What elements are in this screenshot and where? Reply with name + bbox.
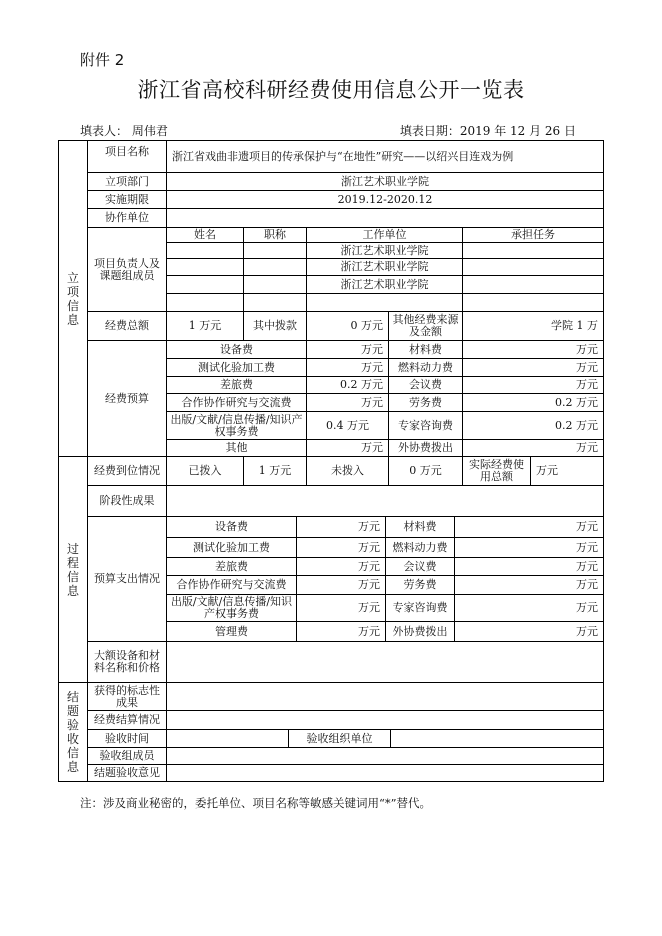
header-title: 职称 bbox=[244, 228, 307, 243]
member-name bbox=[167, 294, 244, 312]
spend-item: 测试化验加工费 bbox=[167, 538, 297, 558]
label-opinion: 结题验收意见 bbox=[88, 765, 167, 782]
spend-item: 差旅费 bbox=[167, 558, 297, 576]
budget-value: 万元 bbox=[307, 359, 389, 377]
budget-item: 其他 bbox=[167, 440, 307, 457]
budget-item: 测试化验加工费 bbox=[167, 359, 307, 377]
budget-item: 会议费 bbox=[389, 377, 463, 394]
spend-value: 万元 bbox=[297, 517, 386, 538]
budget-value: 0.4 万元 bbox=[307, 412, 389, 440]
spend-value: 万元 bbox=[297, 622, 386, 642]
spend-value: 万元 bbox=[455, 538, 604, 558]
received: 1 万元 bbox=[244, 457, 307, 486]
label-department: 立项部门 bbox=[88, 173, 167, 191]
member-title bbox=[244, 243, 307, 259]
spend-value: 万元 bbox=[455, 622, 604, 642]
member-title bbox=[244, 276, 307, 294]
member-task bbox=[463, 243, 604, 259]
member-name bbox=[167, 276, 244, 294]
spend-item: 出版/文献/信息传播/知识产权事务费 bbox=[167, 595, 297, 622]
budget-value: 万元 bbox=[463, 440, 604, 457]
department: 浙江艺术职业学院 bbox=[167, 173, 604, 191]
member-unit: 浙江艺术职业学院 bbox=[307, 276, 463, 294]
spend-item: 会议费 bbox=[386, 558, 455, 576]
label-accept-org: 验收组织单位 bbox=[289, 730, 391, 748]
info-table bbox=[58, 140, 604, 782]
budget-value: 万元 bbox=[463, 341, 604, 359]
spend-item: 劳务费 bbox=[386, 576, 455, 595]
label-stage: 阶段性成果 bbox=[88, 486, 167, 517]
label-accept-members: 验收组成员 bbox=[88, 748, 167, 765]
spend-item: 专家咨询费 bbox=[386, 595, 455, 622]
spend-item: 管理费 bbox=[167, 622, 297, 642]
spend-value: 万元 bbox=[297, 595, 386, 622]
header-task: 承担任务 bbox=[463, 228, 604, 243]
member-name bbox=[167, 259, 244, 276]
label-budget: 经费预算 bbox=[88, 341, 167, 457]
member-name bbox=[167, 243, 244, 259]
project-name: 浙江省戏曲非遗项目的传承保护与“在地性”研究——以绍兴目连戏为例 bbox=[167, 141, 604, 173]
accept-time bbox=[167, 730, 289, 748]
budget-item: 合作协作研究与交流费 bbox=[167, 394, 307, 412]
period: 2019.12-2020.12 bbox=[167, 191, 604, 209]
equipment bbox=[167, 642, 604, 683]
accept-org bbox=[391, 730, 604, 748]
spend-value: 万元 bbox=[455, 576, 604, 595]
filler-name: 填表人： 周伟君 bbox=[80, 124, 168, 138]
section-approval: 立项信息 bbox=[59, 141, 88, 457]
accept-members bbox=[167, 748, 604, 765]
member-task bbox=[463, 276, 604, 294]
actual: 万元 bbox=[531, 457, 604, 486]
label-members: 项目负责人及课题组成员 bbox=[88, 228, 167, 312]
budget-value: 0.2 万元 bbox=[463, 412, 604, 440]
stage bbox=[167, 486, 604, 517]
header-unit: 工作单位 bbox=[307, 228, 463, 243]
budget-item: 材料费 bbox=[389, 341, 463, 359]
fill-date: 填表日期：2019 年 12 月 26 日 bbox=[399, 124, 576, 138]
member-title bbox=[244, 259, 307, 276]
budget-item: 燃料动力费 bbox=[389, 359, 463, 377]
footnote: 注：涉及商业秘密的，委托单位、项目名称等敏感关键词用“*”替代。 bbox=[80, 796, 432, 810]
attachment-label: 附件 2 bbox=[80, 51, 125, 69]
spend-item: 材料费 bbox=[386, 517, 455, 538]
budget-value: 0.2 万元 bbox=[463, 394, 604, 412]
spend-item: 燃料动力费 bbox=[386, 538, 455, 558]
opinion bbox=[167, 765, 604, 782]
spend-item: 合作协作研究与交流费 bbox=[167, 576, 297, 595]
result-value bbox=[167, 683, 604, 711]
section-closing: 结题验收信息 bbox=[59, 683, 88, 782]
label-period: 实施期限 bbox=[88, 191, 167, 209]
label-settlement: 经费结算情况 bbox=[88, 711, 167, 730]
total: 1 万元 bbox=[167, 312, 244, 341]
member-unit bbox=[307, 294, 463, 312]
label-total: 经费总额 bbox=[88, 312, 167, 341]
budget-item: 差旅费 bbox=[167, 377, 307, 394]
label-project-name: 项目名称 bbox=[88, 141, 167, 173]
label-partner: 协作单位 bbox=[88, 209, 167, 228]
allocated: 0 万元 bbox=[307, 312, 389, 341]
label-result: 获得的标志性成果 bbox=[88, 683, 167, 711]
spend-item: 外协费拨出 bbox=[386, 622, 455, 642]
spend-value: 万元 bbox=[297, 558, 386, 576]
section-process: 过程信息 bbox=[59, 457, 88, 683]
budget-item: 劳务费 bbox=[389, 394, 463, 412]
label-actual: 实际经费使用总额 bbox=[463, 457, 531, 486]
budget-value: 万元 bbox=[463, 359, 604, 377]
spend-value: 万元 bbox=[297, 538, 386, 558]
header-name: 姓名 bbox=[167, 228, 244, 243]
budget-item: 外协费拨出 bbox=[389, 440, 463, 457]
label-spend: 预算支出情况 bbox=[88, 517, 167, 642]
member-unit: 浙江艺术职业学院 bbox=[307, 259, 463, 276]
label-other-source: 其他经费来源及金额 bbox=[389, 312, 463, 341]
budget-value: 0.2 万元 bbox=[307, 377, 389, 394]
label-equipment: 大额设备和材料名称和价格 bbox=[88, 642, 167, 683]
label-allocated: 其中拨款 bbox=[244, 312, 307, 341]
label-pending: 未拨入 bbox=[307, 457, 389, 486]
member-task bbox=[463, 294, 604, 312]
budget-value: 万元 bbox=[307, 440, 389, 457]
budget-item: 设备费 bbox=[167, 341, 307, 359]
budget-value: 万元 bbox=[307, 394, 389, 412]
spend-value: 万元 bbox=[455, 517, 604, 538]
partner bbox=[167, 209, 604, 228]
member-title bbox=[244, 294, 307, 312]
settlement-value bbox=[167, 711, 604, 730]
budget-value: 万元 bbox=[307, 341, 389, 359]
member-task bbox=[463, 259, 604, 276]
spend-value: 万元 bbox=[455, 595, 604, 622]
label-received: 已拨入 bbox=[167, 457, 244, 486]
pending: 0 万元 bbox=[389, 457, 463, 486]
budget-item: 专家咨询费 bbox=[389, 412, 463, 440]
budget-value: 万元 bbox=[463, 377, 604, 394]
spend-value: 万元 bbox=[455, 558, 604, 576]
budget-item: 出版/文献/信息传播/知识产权事务费 bbox=[167, 412, 307, 440]
label-arrival: 经费到位情况 bbox=[88, 457, 167, 486]
page-title: 浙江省高校科研经费使用信息公开一览表 bbox=[137, 78, 525, 102]
member-unit: 浙江艺术职业学院 bbox=[307, 243, 463, 259]
spend-value: 万元 bbox=[297, 576, 386, 595]
label-accept-time: 验收时间 bbox=[88, 730, 167, 748]
spend-item: 设备费 bbox=[167, 517, 297, 538]
other-source: 学院 1 万 bbox=[463, 312, 604, 341]
